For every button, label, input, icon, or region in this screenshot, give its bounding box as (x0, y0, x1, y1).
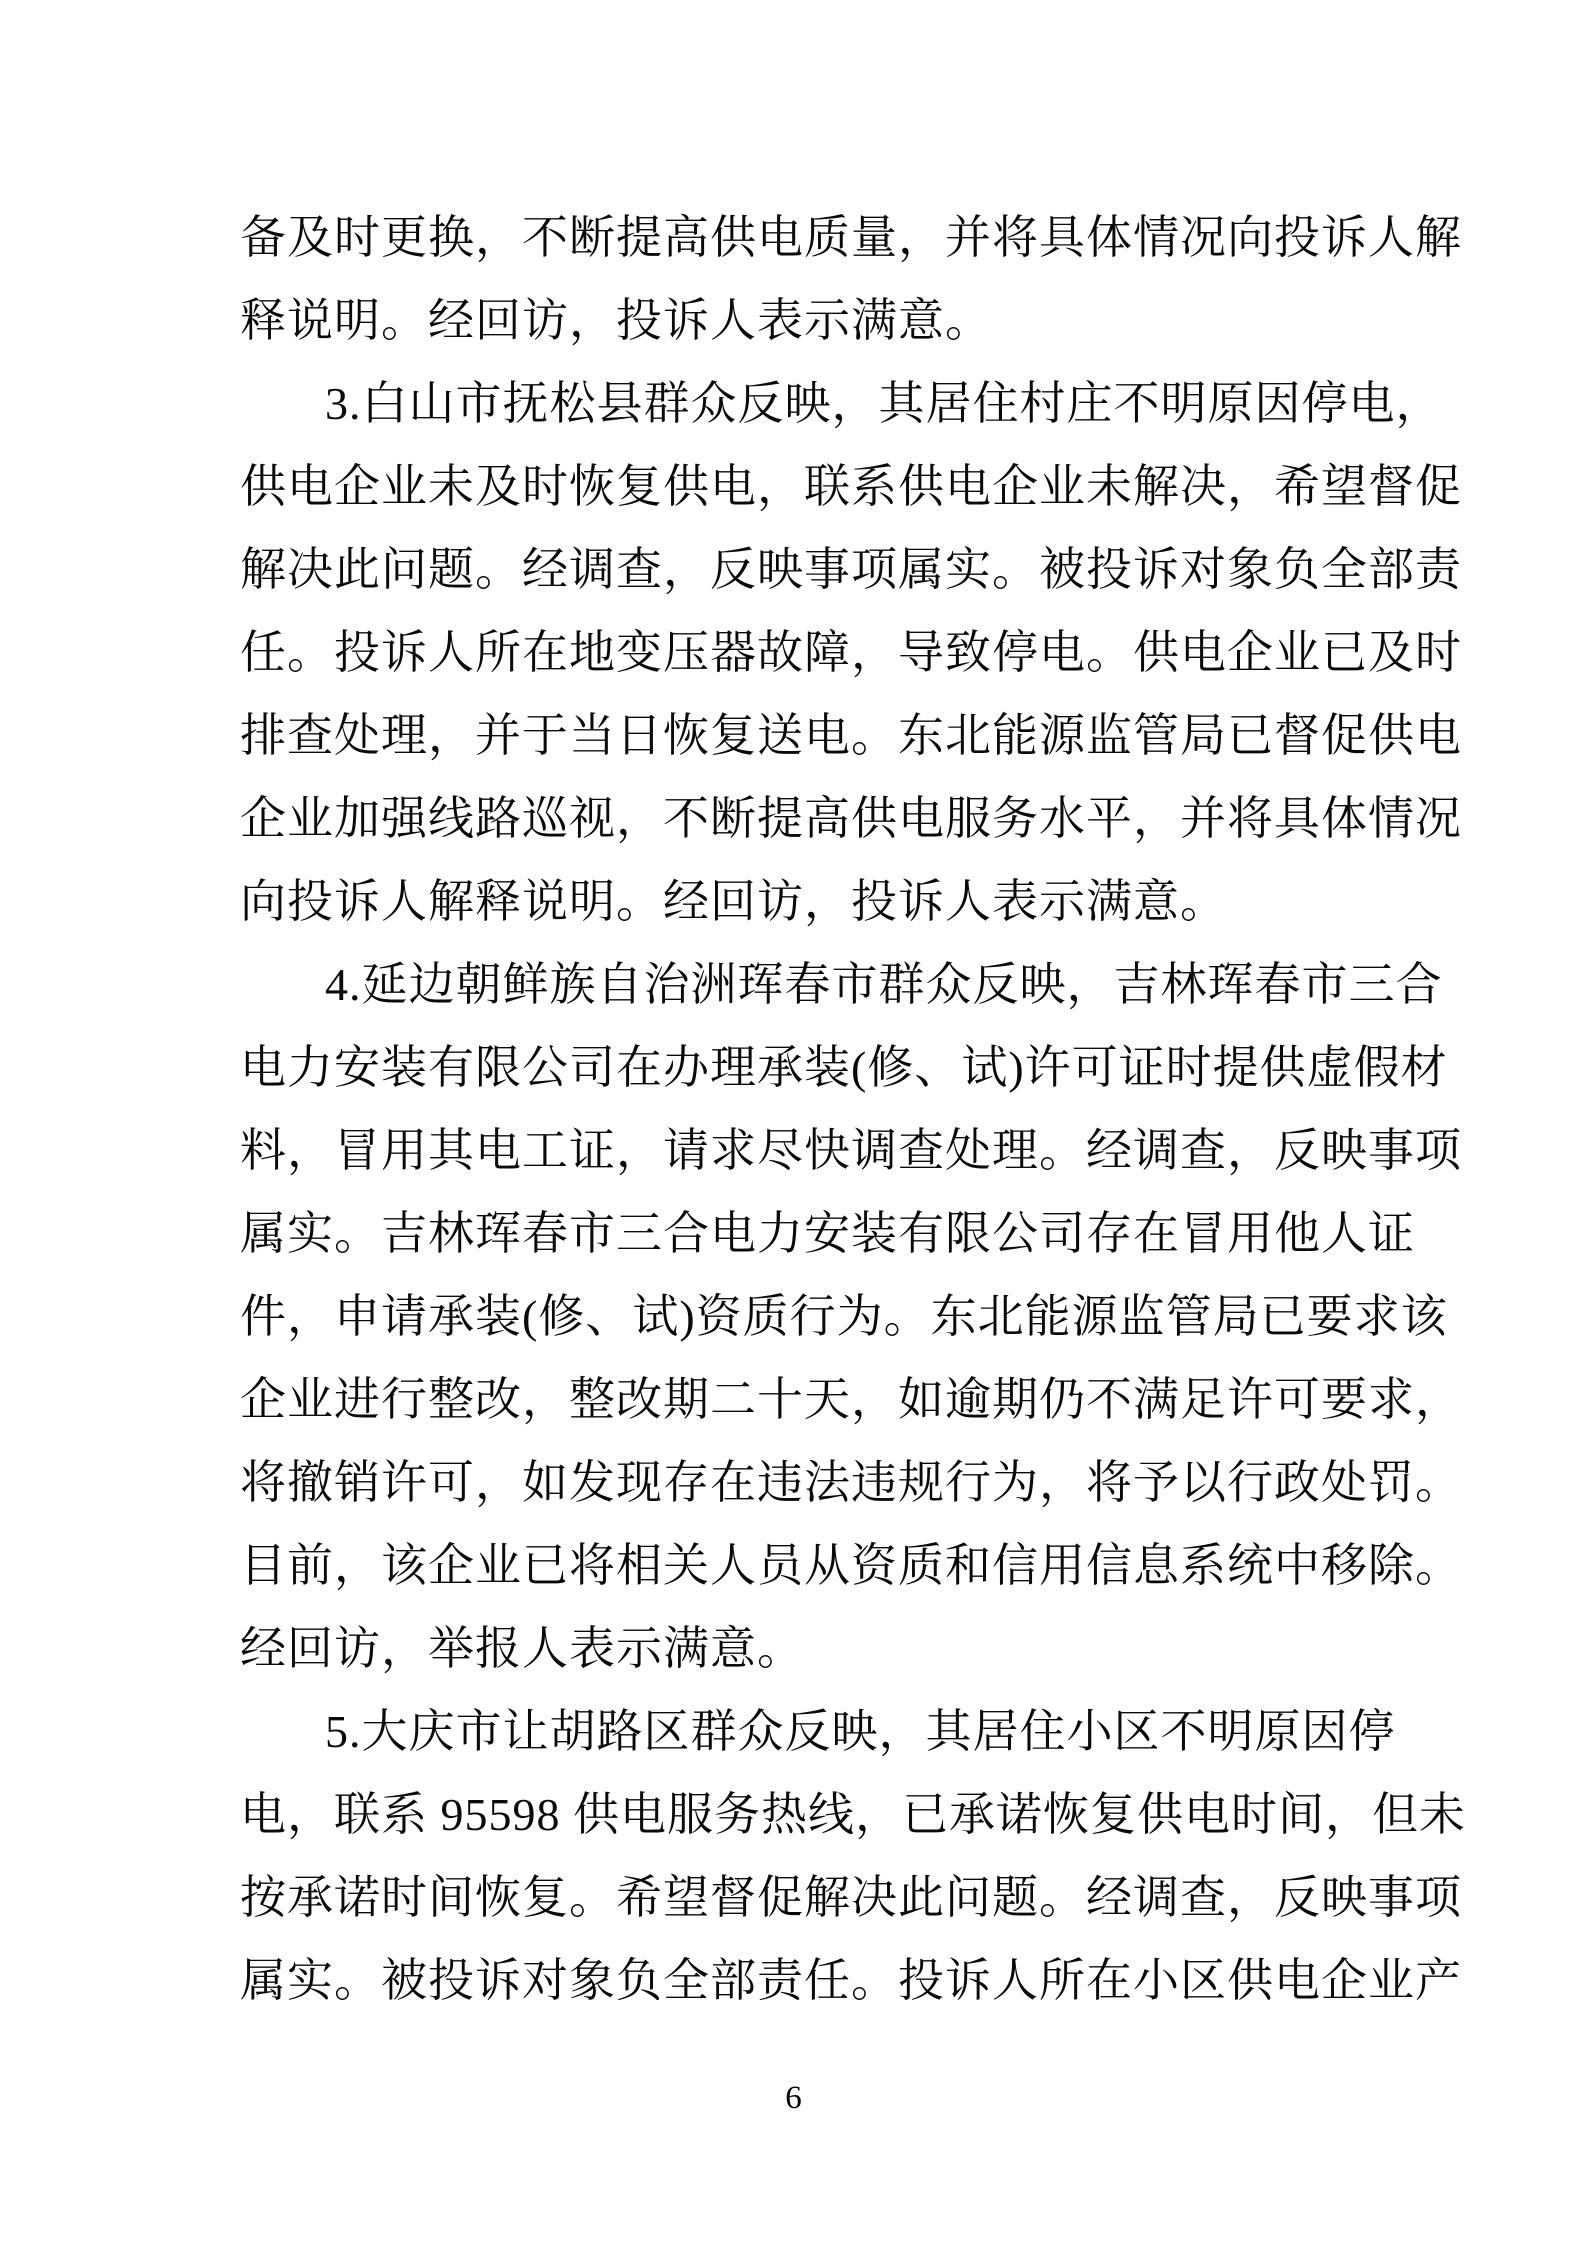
text-line: 电，联系 95598 供电服务热线，已承诺恢复供电时间，但未 (240, 1789, 1466, 1840)
text-line: 将撤销许可，如发现存在违法违规行为，将予以行政处罚。 (240, 1457, 1462, 1508)
text-line: 解决此问题。经调查，反映事项属实。被投诉对象负全部责 (240, 544, 1462, 595)
text-line: 料，冒用其电工证，请求尽快调查处理。经调查，反映事项 (240, 1125, 1462, 1176)
paragraph-5 (240, 1690, 1466, 2022)
text-line: 任。投诉人所在地变压器故障，导致停电。供电企业已及时 (240, 627, 1462, 678)
paragraph-4 (240, 943, 1462, 1690)
text-line: 排查处理，并于当日恢复送电。东北能源监管局已督促供电 (240, 710, 1462, 761)
text-line: 向投诉人解释说明。经回访，投诉人表示满意。 (240, 876, 1227, 927)
paragraph-3 (240, 362, 1462, 943)
text-line: 备及时更换，不断提高供电质量，并将具体情况向投诉人解 (240, 212, 1462, 263)
text-line: 企业加强线路巡视，不断提高供电服务水平，并将具体情况 (240, 793, 1462, 844)
text-line: 5.大庆市让胡路区群众反映，其居住小区不明原因停 (325, 1706, 1396, 1757)
text-line: 属实。被投诉对象负全部责任。投诉人所在小区供电企业产 (240, 1955, 1462, 2006)
text-line: 件，申请承装(修、试)资质行为。东北能源监管局已要求该 (240, 1291, 1448, 1342)
page-number: 6 (785, 2080, 802, 2116)
text-line: 4.延边朝鲜族自治洲珲春市群众反映，吉林珲春市三合 (325, 959, 1443, 1010)
text-line: 目前，该企业已将相关人员从资质和信用信息系统中移除。 (240, 1540, 1462, 1591)
document-body (240, 196, 1466, 2022)
text-line: 供电企业未及时恢复供电，联系供电企业未解决，希望督促 (240, 461, 1462, 512)
text-line: 3.白山市抚松县群众反映，其居住村庄不明原因停电， (325, 378, 1443, 429)
text-line: 属实。吉林珲春市三合电力安装有限公司存在冒用他人证 (240, 1208, 1415, 1259)
text-line: 经回访，举报人表示满意。 (240, 1623, 804, 1674)
text-line: 企业进行整改，整改期二十天，如逾期仍不满足许可要求， (240, 1374, 1462, 1425)
text-line: 按承诺时间恢复。希望督促解决此问题。经调查，反映事项 (240, 1872, 1462, 1923)
text-line: 电力安装有限公司在办理承装(修、试)许可证时提供虚假材 (240, 1042, 1448, 1093)
paragraph-2-continuation (240, 196, 1462, 362)
text-line: 释说明。经回访，投诉人表示满意。 (240, 295, 992, 346)
